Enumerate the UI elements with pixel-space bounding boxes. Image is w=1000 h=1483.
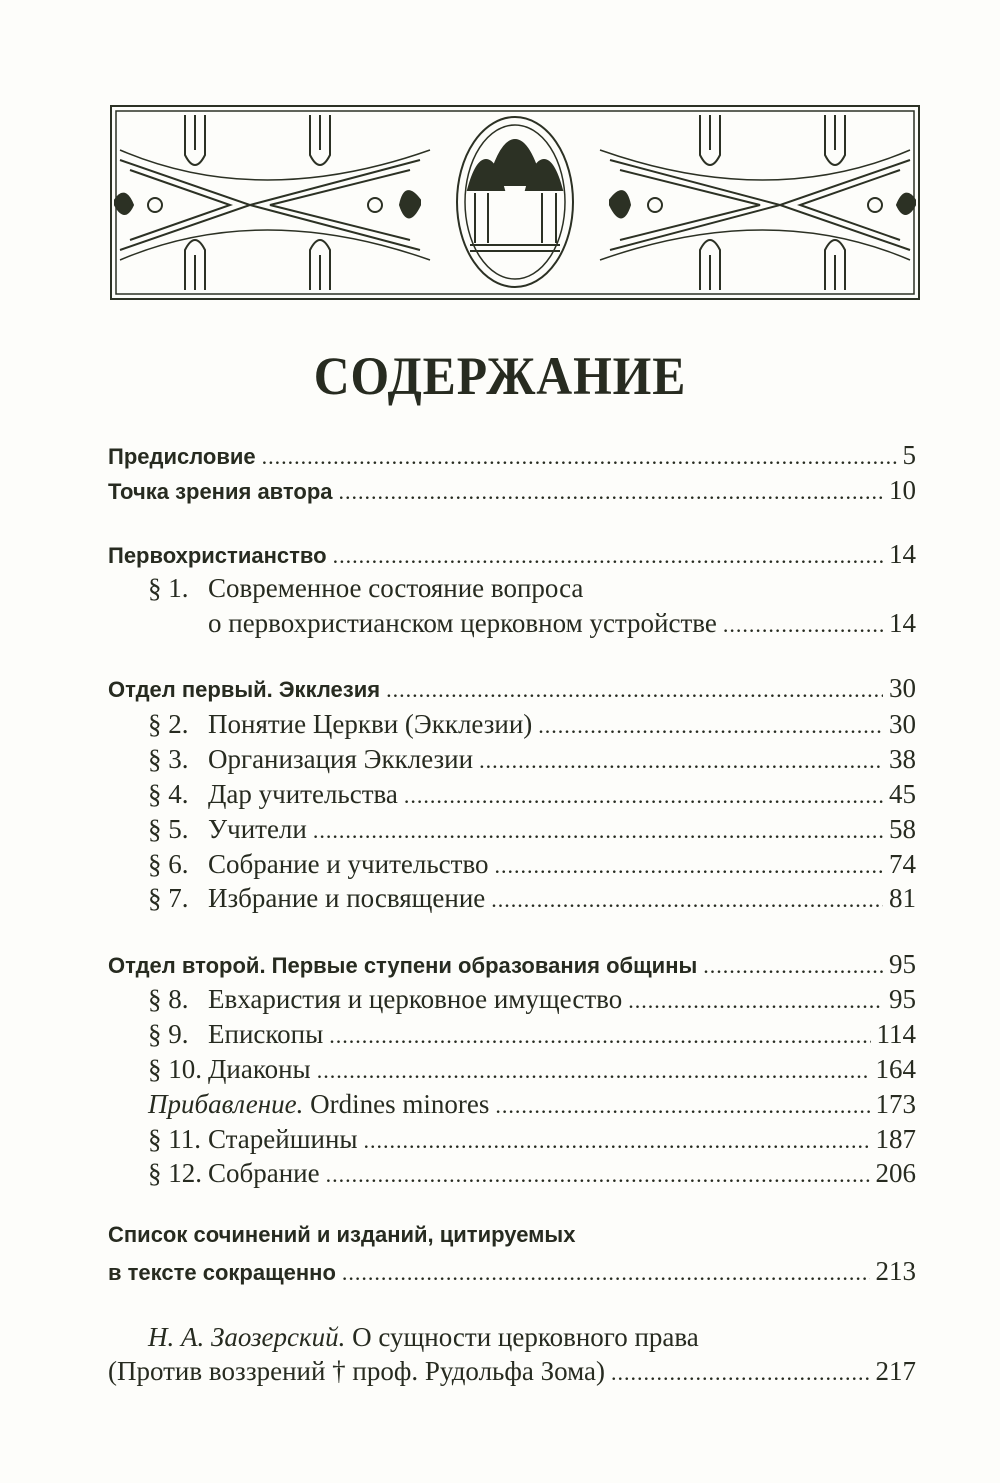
- toc-entry-s7[interactable]: [148, 883, 916, 917]
- page-number: 38: [889, 744, 916, 774]
- entry-label: (Против воззрений † проф. Рудольфа Зома): [108, 1356, 605, 1386]
- entry-label: Диаконы: [208, 1054, 311, 1084]
- page-number: 45: [889, 779, 916, 809]
- toc-entry-s2[interactable]: [148, 709, 916, 743]
- toc-entry-s9[interactable]: [148, 1019, 916, 1053]
- entry-label: Отдел первый. Экклезия: [108, 677, 381, 702]
- dot-leader: [333, 543, 883, 569]
- dot-leader: [723, 608, 883, 639]
- section-number: § 8.: [148, 984, 189, 1014]
- entry-label: Современное состояние вопроса: [208, 573, 584, 603]
- dot-leader: [342, 1260, 870, 1286]
- entry-label: Учители: [208, 814, 307, 844]
- dot-leader: [339, 479, 883, 505]
- toc-entry-bibliography-cont[interactable]: [108, 1256, 916, 1290]
- entry-label: Епископы: [208, 1019, 324, 1049]
- page-number: 114: [876, 1019, 916, 1049]
- dot-leader: [329, 1019, 870, 1050]
- entry-italic-label: Н. А. Заозерский.: [148, 1322, 346, 1352]
- section-number: § 7.: [148, 883, 189, 913]
- dot-leader: [611, 1356, 870, 1387]
- section-number: § 11.: [148, 1124, 201, 1154]
- dot-leader: [491, 883, 883, 914]
- dot-leader: [628, 984, 883, 1015]
- page-title: СОДЕРЖАНИЕ: [313, 346, 687, 406]
- dot-leader: [364, 1124, 870, 1155]
- toc-entry-s3[interactable]: [148, 744, 916, 778]
- toc-entry-s1-cont[interactable]: [208, 608, 916, 642]
- toc-entry-s10[interactable]: [148, 1054, 916, 1088]
- page-number: 10: [889, 475, 916, 505]
- entry-label: Первохристианство: [108, 543, 327, 568]
- entry-label: О сущности церковного права: [352, 1322, 699, 1352]
- toc-entry-viewpoint[interactable]: [108, 475, 916, 509]
- page-number: 95: [889, 984, 916, 1014]
- section-number: § 2.: [148, 709, 189, 739]
- entry-label: Собрание и учительство: [208, 849, 489, 879]
- page-number: 14: [889, 608, 916, 638]
- section-number: § 5.: [148, 814, 189, 844]
- dot-leader: [313, 814, 883, 845]
- page-number: 30: [889, 673, 916, 703]
- dot-leader: [262, 444, 897, 470]
- page-number: 217: [875, 1356, 916, 1386]
- page-number: 95: [889, 949, 916, 979]
- entry-label: Отдел второй. Первые ступени образования общины: [108, 953, 698, 978]
- dot-leader: [317, 1054, 870, 1085]
- toc-entry-bibliography[interactable]: [108, 1222, 916, 1256]
- dot-leader: [326, 1158, 870, 1189]
- toc-entry-part2[interactable]: [108, 949, 916, 983]
- entry-label: Евхаристия и церковное имущество: [208, 984, 623, 1014]
- entry-label: Список сочинений и изданий, цитируемых: [108, 1222, 576, 1247]
- dot-leader: [538, 709, 883, 740]
- section-number: § 10.: [148, 1054, 202, 1084]
- section-number: § 3.: [148, 744, 189, 774]
- toc-entry-s11[interactable]: [148, 1124, 916, 1158]
- toc-entry-zaozersky-cont[interactable]: [108, 1356, 916, 1390]
- toc-entry-s8[interactable]: [148, 984, 916, 1018]
- page-number: 74: [889, 849, 916, 879]
- toc-entry-s5[interactable]: [148, 814, 916, 848]
- page-number: 173: [875, 1089, 916, 1119]
- page-number: 81: [889, 883, 916, 913]
- page-number: 58: [889, 814, 916, 844]
- page-number: 187: [875, 1124, 916, 1154]
- page-number: 30: [889, 709, 916, 739]
- entry-label: Дар учительства: [208, 779, 398, 809]
- entry-label: о первохристианском церковном устройстве: [208, 608, 717, 638]
- page-number: 14: [889, 539, 916, 569]
- page-number: 5: [902, 440, 916, 470]
- toc-entry-part1[interactable]: [108, 673, 916, 707]
- section-number: § 9.: [148, 1019, 189, 1049]
- dot-leader: [495, 849, 883, 880]
- section-number: § 6.: [148, 849, 189, 879]
- entry-label: Предисловие: [108, 444, 256, 469]
- page-number: 164: [875, 1054, 916, 1084]
- toc-entry-zaozersky[interactable]: [148, 1322, 916, 1356]
- toc-entry-s1[interactable]: [148, 573, 916, 607]
- toc-entry-early-christianity[interactable]: [108, 539, 916, 573]
- dot-leader: [386, 677, 883, 703]
- page-number: 206: [875, 1158, 916, 1188]
- entry-italic-label: Прибавление.: [148, 1089, 304, 1119]
- entry-label: Ordines minores: [310, 1089, 490, 1119]
- section-number: § 1.: [148, 573, 189, 603]
- dot-leader: [479, 744, 883, 775]
- entry-label: Избрание и посвящение: [208, 883, 486, 913]
- entry-label: в тексте сокращенно: [108, 1260, 336, 1285]
- toc-entry-s4[interactable]: [148, 779, 916, 813]
- entry-label: Точка зрения автора: [108, 479, 333, 504]
- toc-entry-preface[interactable]: [108, 440, 916, 474]
- page-number: 213: [875, 1256, 916, 1286]
- toc-entry-s12[interactable]: [148, 1158, 916, 1192]
- entry-label: Понятие Церкви (Экклезии): [208, 709, 533, 739]
- dot-leader: [703, 953, 883, 979]
- entry-label: Собрание: [208, 1158, 320, 1188]
- decorative-header-ornament: [110, 105, 920, 300]
- dot-leader: [495, 1089, 869, 1120]
- toc-entry-s6[interactable]: [148, 849, 916, 883]
- section-number: § 4.: [148, 779, 189, 809]
- entry-label: Старейшины: [208, 1124, 358, 1154]
- section-number: § 12.: [148, 1158, 202, 1188]
- toc-entry-appendix[interactable]: [148, 1089, 916, 1123]
- entry-label: Организация Экклезии: [208, 744, 474, 774]
- dot-leader: [404, 779, 883, 810]
